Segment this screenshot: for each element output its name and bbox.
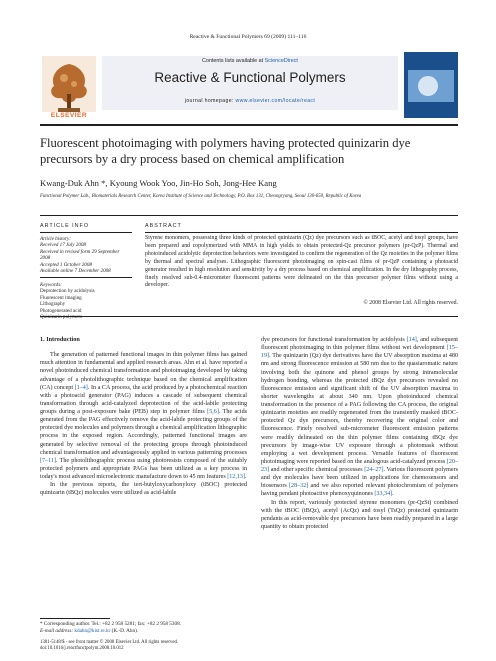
article-title: [40, 136, 458, 167]
author-affiliation: Functional Polymer Lab., Biomaterials Research Center, Korea Institute of Science and Technology, P.O. Box 131, Cheongryang, Seoul 130-650, Republic of Korea: [40, 194, 362, 199]
body-text: . The photolithographic process using photoresists composed of the suitably protected polymers and appropriate PAGs has been utilized as a key process in today's most advanced microelectronic manufacture down to 45 nm features: [40, 457, 247, 480]
homepage-url-link[interactable]: www.elsevier.com/locate/react: [235, 98, 316, 104]
citation-link[interactable]: [5,6]: [207, 409, 219, 415]
abstract-copyright: © 2008 Elsevier Ltd. All rights reserved.: [363, 300, 458, 306]
history-entry: 2008: [40, 255, 51, 262]
masthead-divider: [40, 124, 458, 126]
article-title-line-2: precursors by a dry process based on chemical amplification: [40, 151, 345, 166]
journal-reference: Reactive & Functional Polymers 69 (2009) 111–116: [189, 34, 307, 40]
history-entry: Accepted 1 October 2008: [40, 261, 92, 268]
intro-paragraph-2: In the previous reports, the tert-butyloxycarbonyloxy (tBOC) protected quinizarin (tBQz) molecules were utilized as acid-labile: [40, 482, 247, 497]
body-text: and other specific chemical processes: [269, 467, 365, 473]
contents-prefix: Contents lists available at: [202, 58, 265, 64]
article-info-label: ARTICLE INFO: [40, 223, 90, 229]
body-text: . Various fluorescent polymers and dye molecules have been utilized in applications for chemosensors and biosensors: [261, 467, 458, 490]
citation-link[interactable]: [7–11]: [40, 457, 57, 464]
footnote-rule: [40, 618, 110, 619]
article-authors: Kwang-Duk Ahn *, Kyoung Wook Yoo, Jin-Ho Soh, Jong-Hee Kang: [40, 178, 277, 188]
citation-link[interactable]: [20–23]: [261, 458, 458, 473]
keywords-label: Keywords:: [40, 282, 62, 288]
cover-circle-graphic: [418, 76, 438, 96]
publisher-name: ELSEVIER: [50, 112, 88, 119]
contents-available-line: [102, 58, 398, 64]
body-text: , and subsequent fluorescent photoimaging in thin polymer films without wet development: [261, 337, 458, 352]
body-text: The generation of patterned functional images in thin polymer films has gained much attention in fundamental and applied research areas. Ahn et al. have reported a novel photoinduced chemical transformation and photoimaging developed by taking advantage of a photolithographic technique based on the chemical amplification (CA) concept: [40, 352, 247, 391]
body-text: .: [392, 491, 394, 498]
issn-line: 1381-5148/$ - see front matter © 2008 Elsevier Ltd. All rights reserved.: [40, 640, 179, 645]
email-suffix: (K.-D. Ahn).: [110, 627, 139, 634]
citation-link[interactable]: [28–32]: [289, 483, 309, 490]
body-left-column: [40, 336, 247, 497]
keyword: Fluorescent imaging: [40, 294, 82, 301]
corresponding-footnote: [40, 621, 247, 634]
citation-link[interactable]: [12,13]: [227, 474, 246, 480]
citation-link[interactable]: [24–27]: [364, 467, 384, 473]
history-entry: Available online 7 December 2008: [40, 268, 111, 275]
keywords-list: [40, 282, 140, 320]
article-info-rule: [40, 232, 132, 233]
email-link[interactable]: kdahn@kist.re.kr: [74, 627, 111, 634]
citation-link[interactable]: [14]: [406, 337, 417, 343]
keyword: Quinizarin polymers: [40, 314, 83, 321]
keyword: Deprotection by acidolysis: [40, 288, 95, 295]
publication-ids: [40, 640, 300, 652]
history-label: Article history:: [40, 236, 71, 242]
elsevier-tree-logo: [40, 54, 98, 114]
history-entry: Received in revised form 29 September: [40, 248, 120, 255]
email-line: [40, 628, 247, 635]
keywords-rule: [40, 277, 132, 278]
journal-cover-image: [404, 52, 458, 118]
journal-title: Reactive & Functional Polymers: [154, 70, 346, 85]
citation-link[interactable]: [15–19]: [261, 345, 458, 360]
body-text: . The acids generated from the PAG effectively remove the acid-labile protecting groups of the protected dye molecules and polymers through a chemical amplification lithographic process in the exposed region. Accordingly, patterned functional images are generated by selective removal of the protecting groups through photoinduced chemical transformation and advantageously applied in various patterning processes: [40, 409, 247, 456]
introduction-heading: 1. Introduction: [40, 336, 80, 343]
homepage-prefix: journal homepage:: [184, 98, 236, 104]
body-text: and we also reported relevant photochromism of polymers having pendant photoactive phenoxyquinones: [261, 483, 458, 498]
journal-homepage-line: [102, 98, 398, 104]
body-text: . In a CA process, the acid produced by a photochemical reaction with a photoacid generator (PAG) induces a cascade of subsequent chemical transformation through acid-catalyzed deprotection of the acid-labile protecting groups during a post-exposure bake (PEB) step in polymer films: [40, 384, 247, 415]
abstract-rule: [145, 232, 458, 233]
article-title-line-1: Fluorescent photoimaging with polymers having protected quinizarin dye: [40, 136, 411, 150]
email-prefix: E-mail address:: [40, 627, 75, 634]
abstract-bottom-rule: [40, 316, 458, 317]
header-divider: [40, 215, 458, 216]
doi-line[interactable]: doi:10.1016/j.reactfunctpolym.2008.10.012: [40, 646, 124, 652]
abstract-label: ABSTRACT: [145, 223, 182, 229]
body-right-column: [261, 336, 458, 531]
body-text: . The quinizarin (Qz) dye derivatives have the UV absorption maxima at 480 nm and strong fluorescence emission at 580 nm due to the quasiaromatic nature involving both the quinone and phenol groups by strong intramolecular hydrogen bonding, whereas the protected tBQz dye precursors revealed no fluorescence emission and significant shift of the UV absorption maxima to shorter wavelengths at about 340 nm. Upon photoinduced chemical transformation in the presence of a PAG following the CA process, the original quinizarin moieties are readily regenerated from the transiently masked tBOC-protected Qz dye precursors, thereby recovering the original color and fluorescence. Finely resolved sub-micrometer fluorescent emission patterns were readily delineated on the thin polymer films containing tBQz dye precursors by image-wise UV exposure through a photomask without employing a wet development process. Versatile features of fluorescent photoimaging were reported based on the analogous acid-catalyzed process: [261, 353, 458, 465]
body-text: .: [245, 474, 247, 480]
body-text: dye precursors for functional transformation by acidolysis: [261, 337, 407, 343]
citation-link[interactable]: [1–4]: [74, 384, 88, 391]
intro-paragraph-1: [40, 351, 247, 481]
citation-link[interactable]: [33,34]: [374, 491, 393, 498]
abstract-text: Styrene monomers, possessing three kinds of protected quinizarin (Qz) dye precursors such as tBOC, acetyl and tosyl groups, have been prepared and copolymerized with MMA in high yields to obtain protected-Qz precursor polymers (pr-QzP). Thermal and photoinduced acidolytic deprotection behaviors were investigated to confirm the regeneration of the Qz moieties in the polymer films by thermal and spectral analyses. Lithographic fluorescent photoimaging on spin-cast films of pr-QzP containing a photoacid generator resulted in high resolution and sensitivity by a dry process based on chemical amplification. In the dry lithography process, finely resolved sub-0.4-micrometer fluorescent patterns were delineated on the thin precursor polymer films without using a developer.: [145, 235, 458, 289]
keyword: Photogenerated acid: [40, 307, 82, 314]
intro-paragraph-3: In this report, variously protected styrene monomers (pr-QzSt) combined with the tBOC (tBQz), acetyl (AcQz) and tosyl (TsQz) protected quinizarin pendants as acid-removable dye precursors have been readily prepared in a large quantity to obtain protected: [261, 499, 458, 530]
history-entry: Received 17 July 2008: [40, 242, 86, 249]
corresponding-author-note: * Corresponding author. Tel.: +82 2 958 5281; fax: +82 2 958 5308.: [40, 621, 181, 627]
keyword: Lithography: [40, 301, 66, 308]
article-history: [40, 236, 140, 274]
journal-masthead: [40, 46, 458, 122]
intro-paragraph-continued: [261, 336, 458, 499]
sciencedirect-link[interactable]: ScienceDirect: [264, 58, 298, 64]
